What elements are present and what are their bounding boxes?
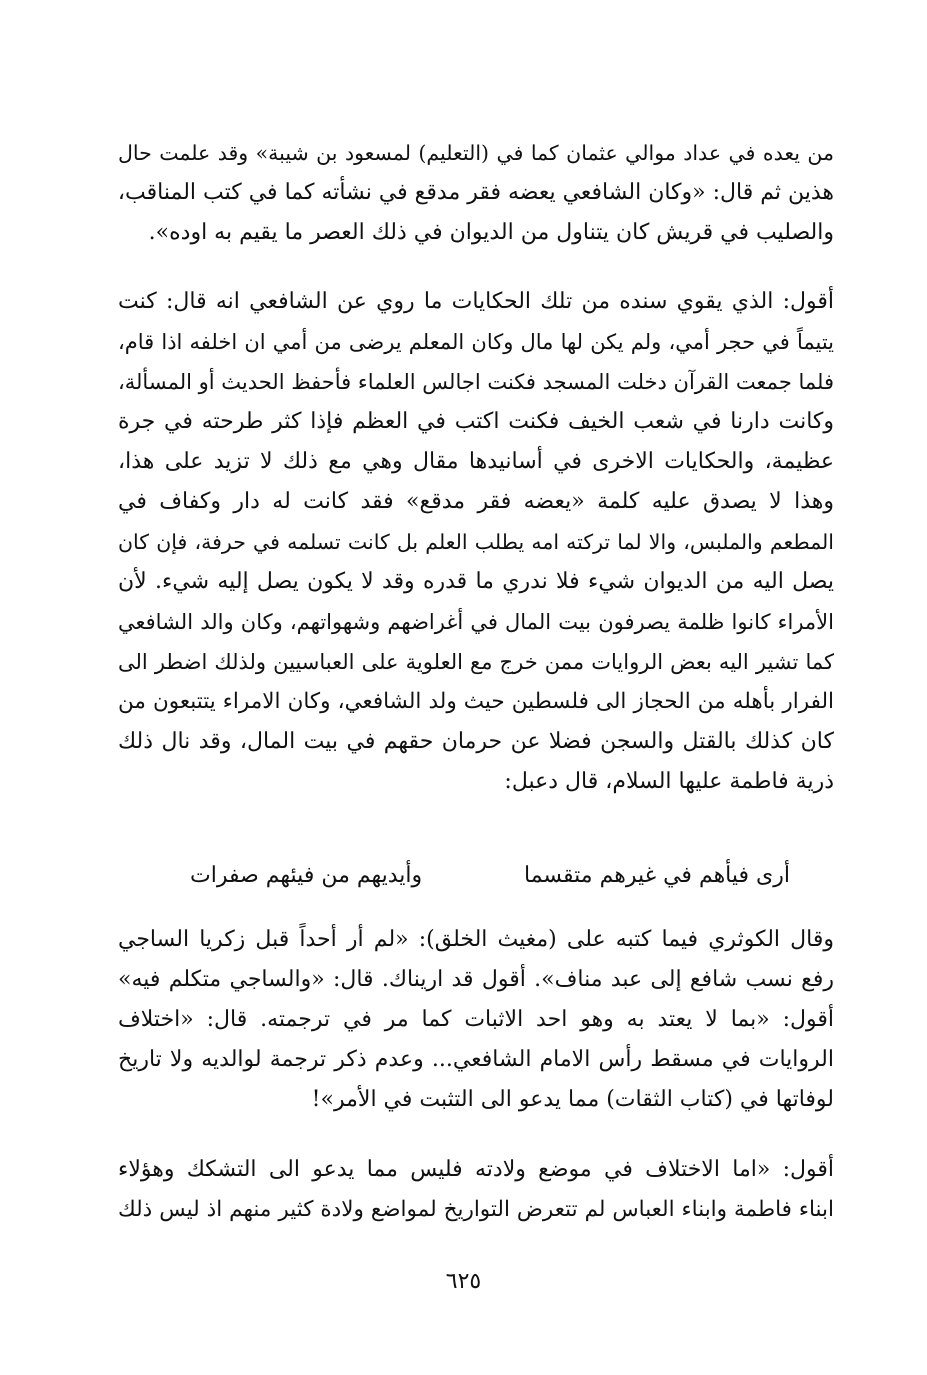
text-line: وقال الكوثري فيما كتبه على (مغيث الخلق): «لم أر أحداً قبل زكريا الساجي — [118, 927, 834, 952]
text-line: الروايات في مسقط رأس الامام الشافعي... وعدم ذكر ترجمة لوالديه ولا تاريخ — [118, 1047, 834, 1072]
text-line: ابناء فاطمة وابناء العباس لم تتعرض التواريخ لمواضع ولادة كثير منهم اذ ليس ذلك — [118, 1197, 834, 1222]
paragraph-3 — [118, 920, 834, 1120]
paragraph-1 — [118, 133, 834, 253]
text-line: وكانت دارنا في شعب الخيف فكنت اكتب في العظم فإذا كثر طرحته في جرة — [118, 409, 834, 434]
paragraph-4 — [118, 1150, 834, 1230]
text-line: يصل اليه من الديوان شيء فلا ندري ما قدره وقد لا يكون يصل إليه شيء. لأن — [118, 569, 834, 594]
text-line: أقول: «بما لا يعتد به وهو احد الاثبات كما مر في ترجمته. قال: «اختلاف — [118, 1007, 834, 1032]
text-line: كما تشير اليه بعض الروايات ممن خرج مع العلوية على العباسيين ولذلك اضطر الى — [118, 650, 834, 674]
text-line: الأمراء كانوا ظلمة يصرفون بيت المال في أغراضهم وشهواتهم، وكان والد الشافعي — [118, 610, 834, 634]
text-line: كان كذلك بالقتل والسجن فضلا عن حرمان حقهم في بيت المال، وقد نال ذلك — [118, 729, 834, 754]
text-line: عظيمة، والحكايات الاخرى في أسانيدها مقال وهي مع ذلك لا تزيد على هذا، — [118, 449, 834, 474]
text-line: الفرار بأهله من الحجاز الى فلسطين حيث ولد الشافعي، وكان الامراء يتتبعون من — [118, 689, 834, 714]
text-line: رفع نسب شافع إلى عبد مناف». أقول قد اريناك. قال: «والساجي متكلم فيه» — [118, 967, 834, 992]
text-line: يتيماً في حجر أمي، ولم يكن لها مال وكان المعلم يرضى من أمي ان اخلفه اذا قام، — [118, 330, 834, 354]
page-number: ٦٢٥ — [445, 1269, 482, 1294]
text-line: والصليب في قريش كان يتناول من الديوان في ذلك العصر ما يقيم به اوده». — [148, 220, 834, 245]
poetry-verse — [150, 856, 790, 896]
text-line: ذرية فاطمة عليها السلام، قال دعبل: — [504, 769, 834, 794]
text-line: وهذا لا يصدق عليه كلمة «يعضه فقر مدقع» فقد كانت له دار وكفاف في — [118, 489, 834, 514]
paragraph-2 — [118, 282, 834, 802]
text-line: أقول: الذي يقوي سنده من تلك الحكايات ما روي عن الشافعي انه قال: كنت — [118, 289, 834, 314]
text-line: لوفاتها في (كتاب الثقات) مما يدعو الى التثبت في الأمر»! — [311, 1087, 834, 1112]
text-line: المطعم والملبس، والا لما تركته امه يطلب العلم بل كانت تسلمه في حرفة، فإن كان — [118, 530, 834, 554]
text-line: فلما جمعت القرآن دخلت المسجد فكنت اجالس العلماء فأحفظ الحديث أو المسألة، — [118, 370, 834, 394]
text-line: هذين ثم قال: «وكان الشافعي يعضه فقر مدقع في نشأته كما في كتب المناقب، — [117, 180, 834, 205]
text-line: من يعده في عداد موالي عثمان كما في (التعليم) لمسعود بن شيبة» وقد علمت حال — [118, 141, 834, 165]
verse-first-hemistich: أرى فيأهم في غيرهم متقسما — [523, 863, 790, 888]
text-line: أقول: «اما الاختلاف في موضع ولادته فليس مما يدعو الى التشكك وهؤلاء — [118, 1157, 834, 1182]
verse-second-hemistich: وأيديهم من فيئهم صفرات — [190, 863, 423, 888]
